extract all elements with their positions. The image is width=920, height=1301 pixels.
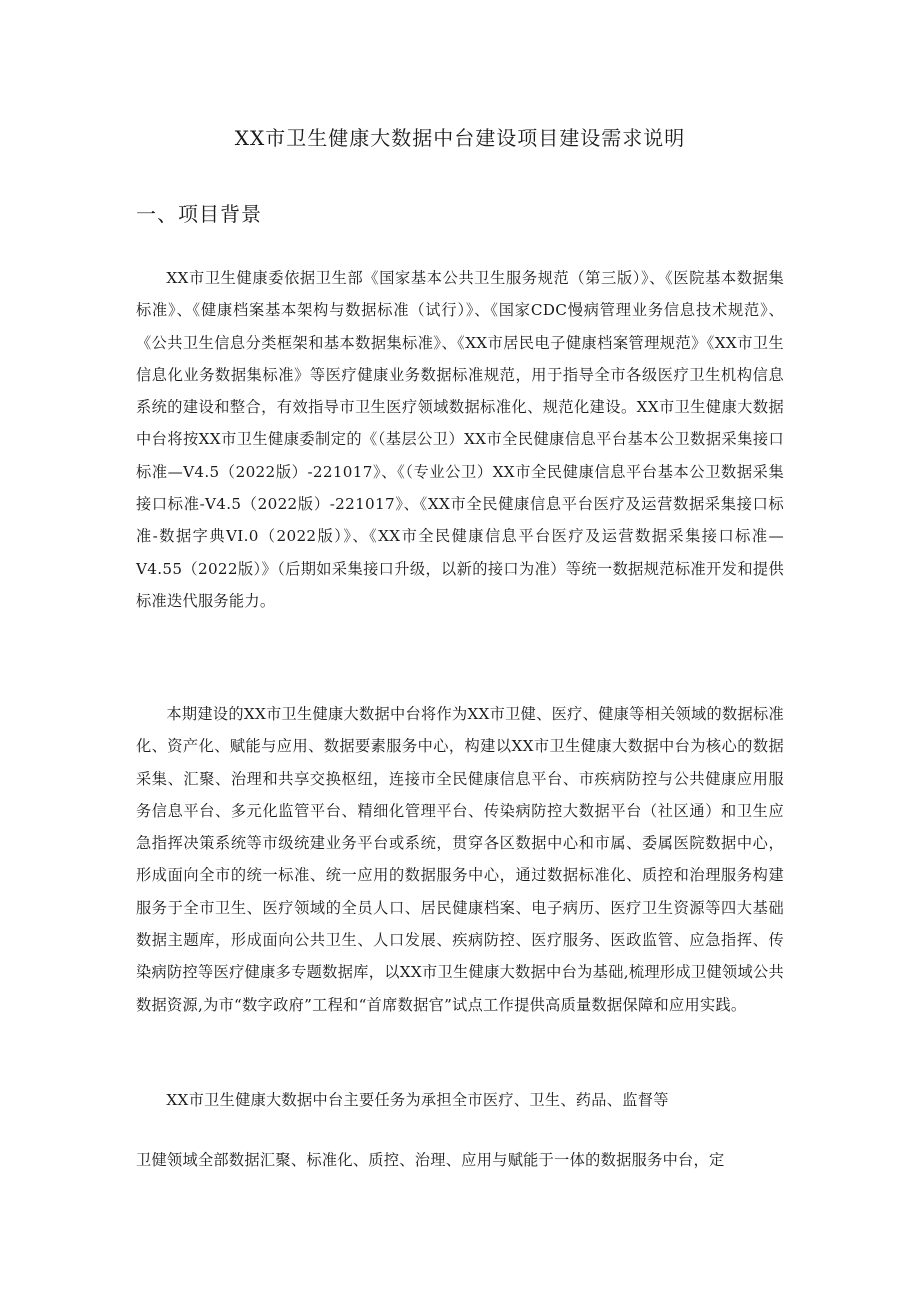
paragraph-tasks-continued: 卫健领域全部数据汇聚、标准化、质控、治理、应用与赋能于一体的数据服务中台，定 (136, 1151, 725, 1169)
paragraph-scope: 本期建设的XX市卫生健康大数据中台将作为XX市卫健、医疗、健康等相关领域的数据标准化、资产化、赋能与应用、数据要素服务中心，构建以XX市卫生健康大数据中台为核心的数据采集、汇聚、治理和共享交换枢纽，连接市全民健康信息平台、市疾病防控与公共健康应用服务信息平台、多元化监管平台、精细化管理平台、传染病防控大数据平台（社区通）和卫生应急指挥决策系统等市级统建业务平台或系统，贯穿各区数据中心和市属、委属医院数据中心，形成面向全市的统一标准、统一应用的数据服务中心，通过数据标准化、质控和治理服务构建服务于全市卫生、医疗领域的全员人口、居民健康档案、电子病历、医疗卫生资源等四大基础数据主题库，形成面向公共卫生、人口发展、疾病防控、医疗服务、医政监管、应急指挥、传染病防控等医疗健康多专题数据库，以XX市卫生健康大数据中台为基础,梳理形成卫健领域公共数据资源,为市“数字政府”工程和“首席数据官”试点工作提供高质量数据保障和应用实践。 (136, 705, 784, 1014)
paragraph-tasks: XX市卫生健康大数据中台主要任务为承担全市医疗、卫生、药品、监督等 (166, 1091, 669, 1109)
paragraph-background: XX市卫生健康委依据卫生部《国家基本公共卫生服务规范（第三版）》、《医院基本数据集标准》、《健康档案基本架构与数据标准（试行）》、《国家CDC慢病管理业务信息技术规范》、《公共卫生信息分类框架和基本数据集标准》、《XX市居民电子健康档案管理规范》《XX市卫生信息化业务数据集标准》等医疗健康业务数据标准规范，用于指导全市各级医疗卫生机构信息系统的建设和整合，有效指导市卫生医疗领域数据标准化、规范化建设。XX市卫生健康大数据中台将按XX市卫生健康委制定的《（基层公卫）XX市全民健康信息平台基本公卫数据采集接口标准—V4.5（2022版）-221017》、《（专业公卫）XX市全民健康信息平台基本公卫数据采集接口标准-V4.5（2022版）-221017》、《XX市全民健康信息平台医疗及运营数据采集接口标准-数据字典VI.0（2022版）》、《XX市全民健康信息平台医疗及运营数据采集接口标准—V4.55（2022版）》（后期如采集接口升级，以新的接口为准）等统一数据规范标准开发和提供标准迭代服务能力。 (136, 269, 784, 610)
document-title: XX市卫生健康大数据中台建设项目建设需求说明 (234, 126, 686, 150)
section-heading: 一、项目背景 (136, 202, 262, 226)
